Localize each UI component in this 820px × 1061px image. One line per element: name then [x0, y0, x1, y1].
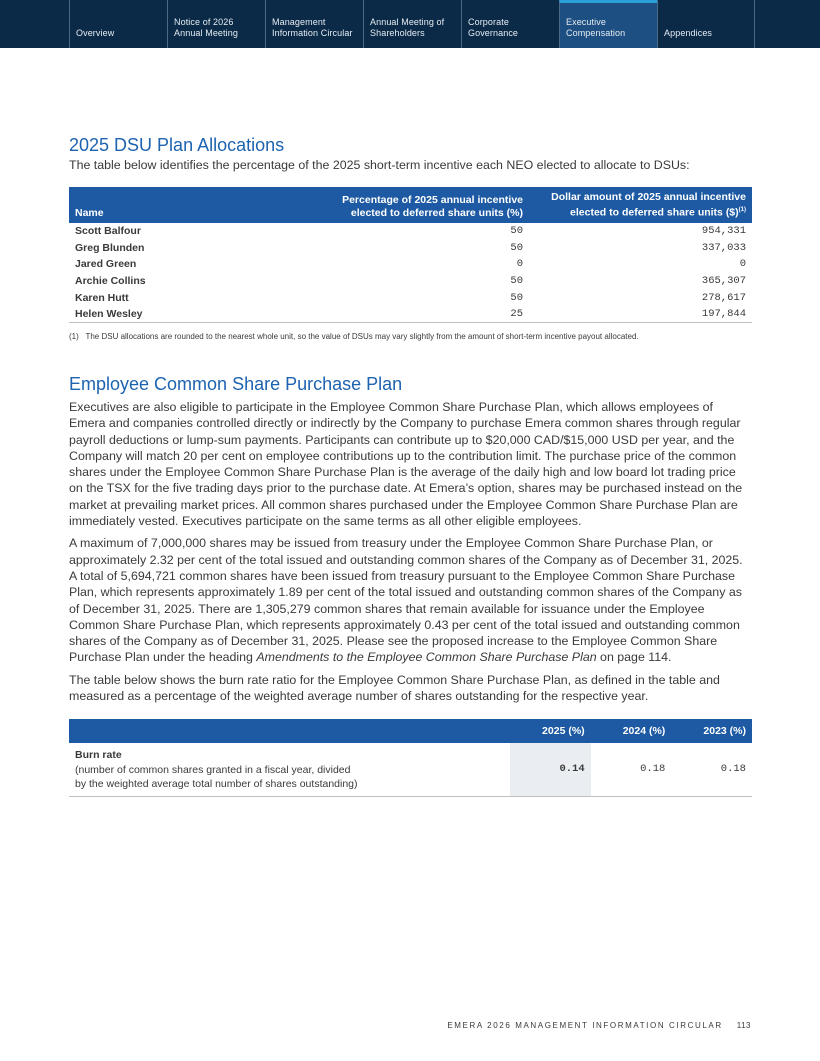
nav-tab-appendices[interactable]	[657, 0, 755, 48]
neo-name: Helen Wesley	[69, 306, 319, 323]
dollar-value: 954,331	[701, 224, 746, 237]
column-header-blank	[69, 719, 510, 743]
dollar-value: 0	[739, 258, 746, 271]
page-number: 113	[736, 1021, 751, 1030]
burn-rate-description-line: (number of common shares granted in a fiscal year, divided	[75, 763, 351, 776]
dollar-value: 278,617	[701, 291, 746, 304]
nav-tab-management-information-circular[interactable]	[265, 0, 363, 48]
table-row	[69, 256, 752, 273]
espp-paragraph-1: Executives are also eligible to participate in the Employee Common Share Purchase Plan, which allows employees of Emera and companies controlled directly or indirectly by the Company to purchase Emera common shares through regular payroll deductions or lump-sum payments. Participants can contribute up to $20,000 CAD/$15,000 USD per year, and the Company will match 20 per cent on employee contributions up to the contribution limit. The purchase price of the common shares under the Employee Common Share Purchase Plan is the average of the daily high and low board lot trading price on the TSX for the five trading days prior to the purchase date. At Emera’s option, shares may be purchased instead on the market at prevailing market prices. All common shares purchased under the Employee Common Share Purchase Plan are immediately vested. Executives participate on the same terms as all other eligible employees.	[69, 400, 743, 529]
espp-paragraph-2: A maximum of 7,000,000 shares may be issued from treasury under the Employee Common Share Purchase Plan, or approximately 2.32 per cent of the total issued and outstanding common shares of the Company as of December 31, 2025. A total of 5,694,721 common shares have been issued from treasury pursuant to the Employee Common Share Purchase Plan, which represents approximately 1.89 per cent of the total issued and outstanding common shares of the Company as of December 31, 2025. There are 1,305,279 common shares that remain available for issuance under the Employee Common Share Purchase Plan, which represents approximately 0.43 per cent of the total issued and outstanding common shares of the Company as of December 31, 2025. Please see the proposed increase to the Employee Common Share Purchase Plan under the heading Amendments to the Employee Common Share Purchase Plan on page 114.	[69, 536, 743, 665]
burn-rate-2025-value: 0.14	[510, 743, 591, 796]
nav-tab-notice-of-meeting[interactable]	[167, 0, 265, 48]
nav-tab-label: Executive Compensation	[566, 17, 626, 38]
espp-paragraph-3: The table below shows the burn rate ratio for the Employee Common Share Purchase Plan, as defined in the table and measured as a percentage of the weighted average number of shares outstanding for the respective year.	[69, 672, 720, 704]
page-footer	[447, 1021, 751, 1030]
neo-name: Greg Blunden	[75, 241, 145, 254]
espp-section	[69, 374, 752, 704]
nav-tab-executive-compensation[interactable]	[559, 0, 657, 48]
footnote-text: The DSU allocations are rounded to the nearest whole unit, so the value of DSUs may vary slightly from the amount of short-term incentive payout allocated.	[85, 332, 639, 342]
nav-tab-label: Annual Meeting of Shareholders	[370, 17, 445, 38]
footnote-marker: (1)	[69, 332, 79, 342]
burn-rate-table	[69, 719, 752, 797]
cross-reference-heading: Amendments to the Employee Common Share Purchase Plan	[256, 650, 597, 665]
column-header-2024: 2024 (%)	[591, 719, 672, 743]
table-row	[69, 306, 752, 323]
dollar-value: 197,844	[529, 306, 752, 323]
dsu-footnote	[69, 332, 752, 341]
table-row	[69, 289, 752, 306]
dollar-value: 337,033	[701, 241, 746, 254]
dsu-allocation-table	[69, 187, 752, 323]
nav-tab-label: Management Information Circular	[272, 17, 353, 38]
percentage-value: 50	[510, 291, 523, 304]
dollar-value: 365,307	[701, 274, 746, 287]
burn-rate-2023-value: 0.18	[671, 743, 752, 796]
top-navigation	[0, 0, 820, 48]
dsu-section	[69, 135, 752, 341]
neo-name: Scott Balfour	[75, 224, 141, 237]
neo-name: Karen Hutt	[75, 291, 129, 304]
percentage-value: 0	[516, 258, 523, 271]
table-header-row	[69, 187, 752, 223]
table-row	[69, 239, 752, 256]
table-header-row	[69, 719, 752, 743]
burn-rate-2024-value: 0.18	[591, 743, 672, 796]
table-row	[69, 223, 752, 240]
column-header-dollar-amount: Dollar amount of 2025 annual incentive elected to deferred share units ($)$^{(1)}$	[529, 187, 752, 223]
burn-rate-description-line: by the weighted average total number of shares outstanding)	[75, 778, 358, 790]
table-row	[69, 743, 752, 796]
nav-tab-label: Notice of 2026 Annual Meeting	[174, 17, 238, 38]
nav-tab-corporate-governance[interactable]	[461, 0, 559, 48]
percentage-value: 25	[319, 306, 529, 323]
column-header-name: Name	[69, 187, 319, 223]
column-header-2025: 2025 (%)	[510, 719, 591, 743]
table-row	[69, 273, 752, 290]
burn-rate-label-cell	[69, 743, 510, 796]
burn-rate-section	[69, 719, 752, 797]
dsu-section-title: 2025 DSU Plan Allocations	[69, 135, 285, 155]
footnote-reference: (1)	[738, 207, 746, 213]
neo-name: Archie Collins	[75, 274, 146, 287]
column-header-2023: 2023 (%)	[671, 719, 752, 743]
neo-name: Jared Green	[75, 258, 137, 271]
dsu-intro-text: The table below identifies the percentage of the 2025 short-term incentive each NEO elected to allocate to DSUs:	[69, 158, 690, 172]
nav-tab-label: Corporate Governance	[468, 17, 519, 38]
nav-tab-label: Appendices	[664, 28, 713, 38]
percentage-value: 50	[510, 274, 523, 287]
burn-rate-label: Burn rate	[75, 749, 122, 761]
nav-tab-annual-meeting-of-shareholders[interactable]	[363, 0, 461, 48]
percentage-value: 50	[510, 224, 523, 237]
percentage-value: 50	[510, 241, 523, 254]
footer-title: EMERA 2026 MANAGEMENT INFORMATION CIRCULAR	[447, 1021, 723, 1030]
nav-tab-overview[interactable]	[69, 0, 167, 48]
nav-tab-label: Overview	[76, 28, 115, 38]
espp-section-title: Employee Common Share Purchase Plan	[69, 374, 403, 394]
column-header-percentage: Percentage of 2025 annual incentive elected to deferred share units (%)	[319, 187, 529, 223]
